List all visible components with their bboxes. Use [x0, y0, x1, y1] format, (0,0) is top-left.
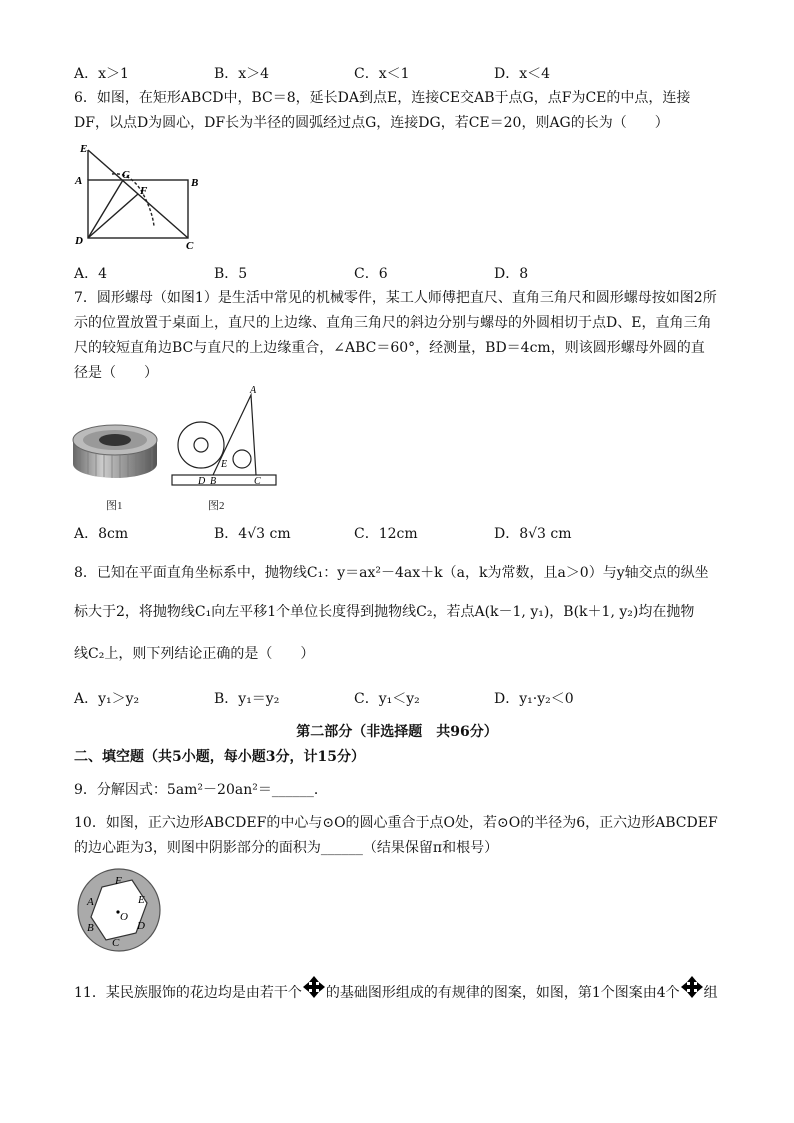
q6-option-d: D．8 — [494, 266, 529, 282]
q10-label-c: C — [112, 937, 120, 949]
q5-option-b: B．x＞4 — [214, 66, 270, 82]
q7-fig1-caption: 图1 — [106, 500, 123, 512]
q8-option-d: D．y₁·y₂＜0 — [494, 691, 574, 707]
q6-label-a: A — [75, 175, 83, 187]
q10-label-e: E — [138, 894, 145, 906]
q5-option-a: A．x＞1 — [74, 66, 129, 82]
q8-option-a: A．y₁＞y₂ — [74, 691, 140, 707]
q10-label-f: F — [115, 875, 122, 887]
q8-stem-line-1: 8．已知在平面直角坐标系中，抛物线C₁：y＝ax²－4ax＋k（a，k为常数，且a＞0）与y轴交点的纵坐 — [74, 565, 709, 581]
q7-stem-line-3: 尺的较短直角边BC与直尺的上边缘重合，∠ABC＝60°，经测量，BD＝4cm，则该圆形螺母外圆的直 — [74, 340, 705, 356]
q7-fig2-caption: 图2 — [208, 500, 225, 512]
q10-stem-line-1: 10．如图，正六边形ABCDEF的中心与⊙O的圆心重合于点O处，若⊙O的半径为6，正六边形ABCDEF — [74, 815, 718, 831]
q7-stem-line-2: 示的位置放置于桌面上，直尺的上边缘、直角三角尺的斜边分别与螺母的外圆相切于点D、E，直角三角 — [74, 315, 712, 331]
q8-stem-line-2: 标大于2，将抛物线C₁向左平移1个单位长度得到抛物线C₂，若点A(k－1, y₁)，B(k＋1, y₂)均在抛物 — [74, 604, 695, 620]
q6-option-a: A．4 — [74, 266, 108, 282]
q7-figure-2 — [168, 385, 280, 515]
q6-stem-line-2: DF，以点D为圆心，DF长为半径的圆弧经过点G，连接DG，若CE＝20，则AG的长为（ ） — [74, 115, 669, 131]
q6-label-d: D — [75, 235, 83, 247]
q10-label-a: A — [87, 896, 94, 908]
q7-stem-line-4: 径是（ ） — [74, 365, 158, 381]
four-arrow-cross-icon — [681, 976, 703, 998]
q10-figure — [74, 865, 164, 955]
q7-option-d: D．8√3 cm — [494, 526, 572, 542]
q10-stem-line-2: 的边心距为3，则图中阴影部分的面积为______（结果保留π和根号） — [74, 840, 499, 856]
q11-text-prefix: 11．某民族服饰的花边均是由若干个 — [74, 985, 302, 1001]
q6-option-c: C．6 — [354, 266, 388, 282]
q5-option-c: C．x＜1 — [354, 66, 410, 82]
q11-text-suffix: 组 — [703, 985, 718, 1001]
q8-option-c: C．y₁＜y₂ — [354, 691, 420, 707]
q7-fig2-label-e: E — [221, 459, 228, 470]
q6-label-b: B — [191, 177, 199, 189]
q8-stem-line-3: 线C₂上，则下列结论正确的是（ ） — [74, 646, 315, 662]
q7-option-a: A．8cm — [74, 526, 129, 542]
q6-label-e: E — [80, 143, 88, 155]
q6-option-b: B．5 — [214, 266, 248, 282]
section-two-title: 二、填空题（共5小题，每小题3分，计15分） — [74, 749, 365, 765]
q6-label-c: C — [186, 240, 194, 252]
q6-label-f: F — [140, 185, 148, 197]
q11-stem-line-1 — [74, 982, 744, 1004]
q8-option-b: B．y₁＝y₂ — [214, 691, 280, 707]
q7-fig2-label-b: B — [210, 476, 217, 487]
q9-text: 9．分解因式：5am²－20an²＝______． — [74, 782, 328, 798]
q6-stem-line-1: 6．如图，在矩形ABCD中，BC＝8，延长DA到点E，连接CE交AB于点G，点F为CE的中点，连接 — [74, 90, 691, 106]
q7-fig2-label-a: A — [250, 385, 257, 396]
q5-option-d: D．x＜4 — [494, 66, 551, 82]
q7-fig2-label-c: C — [254, 476, 261, 487]
q7-figure-1-nut — [70, 402, 160, 514]
q7-stem-line-1: 7．圆形螺母（如图1）是生活中常见的机械零件，某工人师傅把直尺、直角三角尺和圆形螺母按如图2所 — [74, 290, 717, 306]
q10-label-d: D — [137, 920, 145, 932]
part-two-title: 第二部分（非选择题 共96分） — [296, 724, 498, 740]
q6-figure — [72, 142, 207, 254]
four-arrow-cross-icon — [303, 976, 325, 998]
q6-label-g: G — [122, 169, 130, 181]
q11-text-middle: 的基础图形组成的有规律的图案，如图，第1个图案由4个 — [325, 985, 680, 1001]
q10-label-o: O — [120, 911, 128, 923]
q7-option-c: C．12cm — [354, 526, 418, 542]
q7-option-b: B．4√3 cm — [214, 526, 291, 542]
q7-fig2-label-d: D — [198, 476, 206, 487]
q10-label-b: B — [87, 922, 94, 934]
